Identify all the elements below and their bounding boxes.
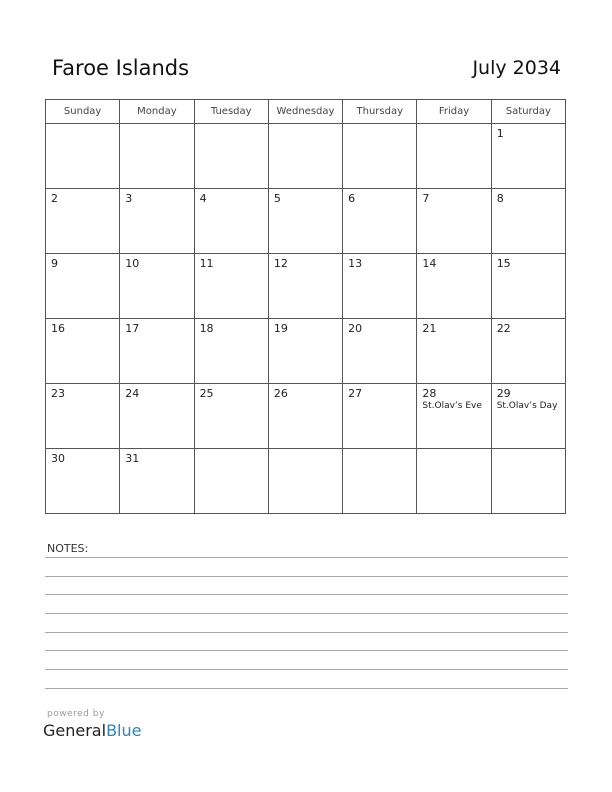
day-cell <box>46 124 120 189</box>
weekday-header-row <box>46 100 566 124</box>
weekday-wednesday: Wednesday <box>268 100 342 124</box>
holiday-label: St.Olav’s Eve <box>422 401 482 411</box>
day-cell <box>120 449 194 514</box>
generalblue-logo <box>43 721 141 740</box>
day-cell <box>268 124 342 189</box>
day-number: 23 <box>51 387 65 400</box>
day-number: 25 <box>199 387 214 400</box>
day-cell <box>343 124 417 189</box>
logo-general-text: General <box>43 721 107 740</box>
day-cell <box>120 189 194 254</box>
notes-label: NOTES: <box>47 542 89 555</box>
day-number: 30 <box>51 452 65 465</box>
day-number: 20 <box>348 322 363 335</box>
day-cell <box>194 319 268 384</box>
day-number: 7 <box>422 192 430 205</box>
note-line <box>45 632 568 633</box>
note-line <box>45 613 568 614</box>
month-title: July 2034 <box>472 57 561 79</box>
day-number: 6 <box>348 192 356 205</box>
day-cell <box>194 384 268 449</box>
day-cell <box>120 124 194 189</box>
day-number: 16 <box>51 322 65 335</box>
day-number: 28 <box>422 387 437 400</box>
day-number: 29 <box>496 387 511 400</box>
day-cell <box>417 449 491 514</box>
day-cell <box>343 254 417 319</box>
week-row <box>46 449 566 514</box>
day-cell <box>46 189 120 254</box>
day-number: 26 <box>273 387 288 400</box>
day-cell <box>417 384 491 449</box>
week-row <box>46 254 566 319</box>
weekday-friday: Friday <box>417 100 491 124</box>
day-cell <box>120 384 194 449</box>
day-number: 5 <box>273 192 281 205</box>
day-cell <box>417 319 491 384</box>
day-cell <box>343 449 417 514</box>
day-number: 8 <box>496 192 504 205</box>
day-cell <box>491 254 565 319</box>
day-cell <box>491 189 565 254</box>
day-number: 22 <box>496 322 511 335</box>
day-cell <box>194 124 268 189</box>
weekday-saturday: Saturday <box>491 100 565 124</box>
day-number: 24 <box>125 387 140 400</box>
day-number: 27 <box>348 387 363 400</box>
holiday-label: St.Olav’s Day <box>496 401 558 411</box>
day-number: 1 <box>496 127 504 140</box>
day-cell <box>46 449 120 514</box>
logo-blue-text: Blue <box>106 721 142 740</box>
day-cell <box>417 254 491 319</box>
calendar-grid <box>45 99 566 514</box>
week-row <box>46 189 566 254</box>
day-cell <box>268 319 342 384</box>
day-number: 4 <box>199 192 207 205</box>
day-number: 19 <box>273 322 288 335</box>
day-number: 21 <box>422 322 437 335</box>
note-line <box>45 688 568 689</box>
day-number: 2 <box>51 192 58 205</box>
day-cell <box>46 384 120 449</box>
note-line <box>45 557 568 558</box>
day-cell <box>46 254 120 319</box>
day-cell <box>46 319 120 384</box>
day-number: 14 <box>422 257 437 270</box>
day-cell <box>491 319 565 384</box>
week-row <box>46 319 566 384</box>
day-cell <box>343 319 417 384</box>
note-line <box>45 576 568 577</box>
day-cell <box>491 124 565 189</box>
day-cell <box>194 254 268 319</box>
day-number: 11 <box>199 257 214 270</box>
week-row <box>46 124 566 189</box>
week-row <box>46 384 566 449</box>
weekday-sunday: Sunday <box>46 100 120 124</box>
note-line <box>45 594 568 595</box>
weekday-monday: Monday <box>120 100 194 124</box>
day-number: 13 <box>348 257 363 270</box>
day-cell <box>194 189 268 254</box>
day-number: 3 <box>125 192 133 205</box>
day-number: 18 <box>199 322 214 335</box>
powered-by-text: powered by <box>47 709 105 719</box>
weekday-thursday: Thursday <box>343 100 417 124</box>
day-cell <box>491 384 565 449</box>
day-cell <box>268 254 342 319</box>
day-cell <box>120 319 194 384</box>
day-cell <box>120 254 194 319</box>
day-number: 10 <box>125 257 140 270</box>
day-cell <box>417 189 491 254</box>
day-number: 12 <box>273 257 288 270</box>
country-title: Faroe Islands <box>52 56 190 80</box>
day-cell <box>343 189 417 254</box>
weekday-tuesday: Tuesday <box>194 100 268 124</box>
day-cell <box>268 384 342 449</box>
day-cell <box>491 449 565 514</box>
day-cell <box>343 384 417 449</box>
day-number: 15 <box>496 257 511 270</box>
note-line <box>45 669 568 670</box>
day-number: 9 <box>51 257 58 270</box>
note-line <box>45 650 568 651</box>
day-cell <box>268 189 342 254</box>
day-number: 31 <box>125 452 140 465</box>
day-number: 17 <box>125 322 140 335</box>
day-cell <box>268 449 342 514</box>
day-cell <box>417 124 491 189</box>
day-cell <box>194 449 268 514</box>
